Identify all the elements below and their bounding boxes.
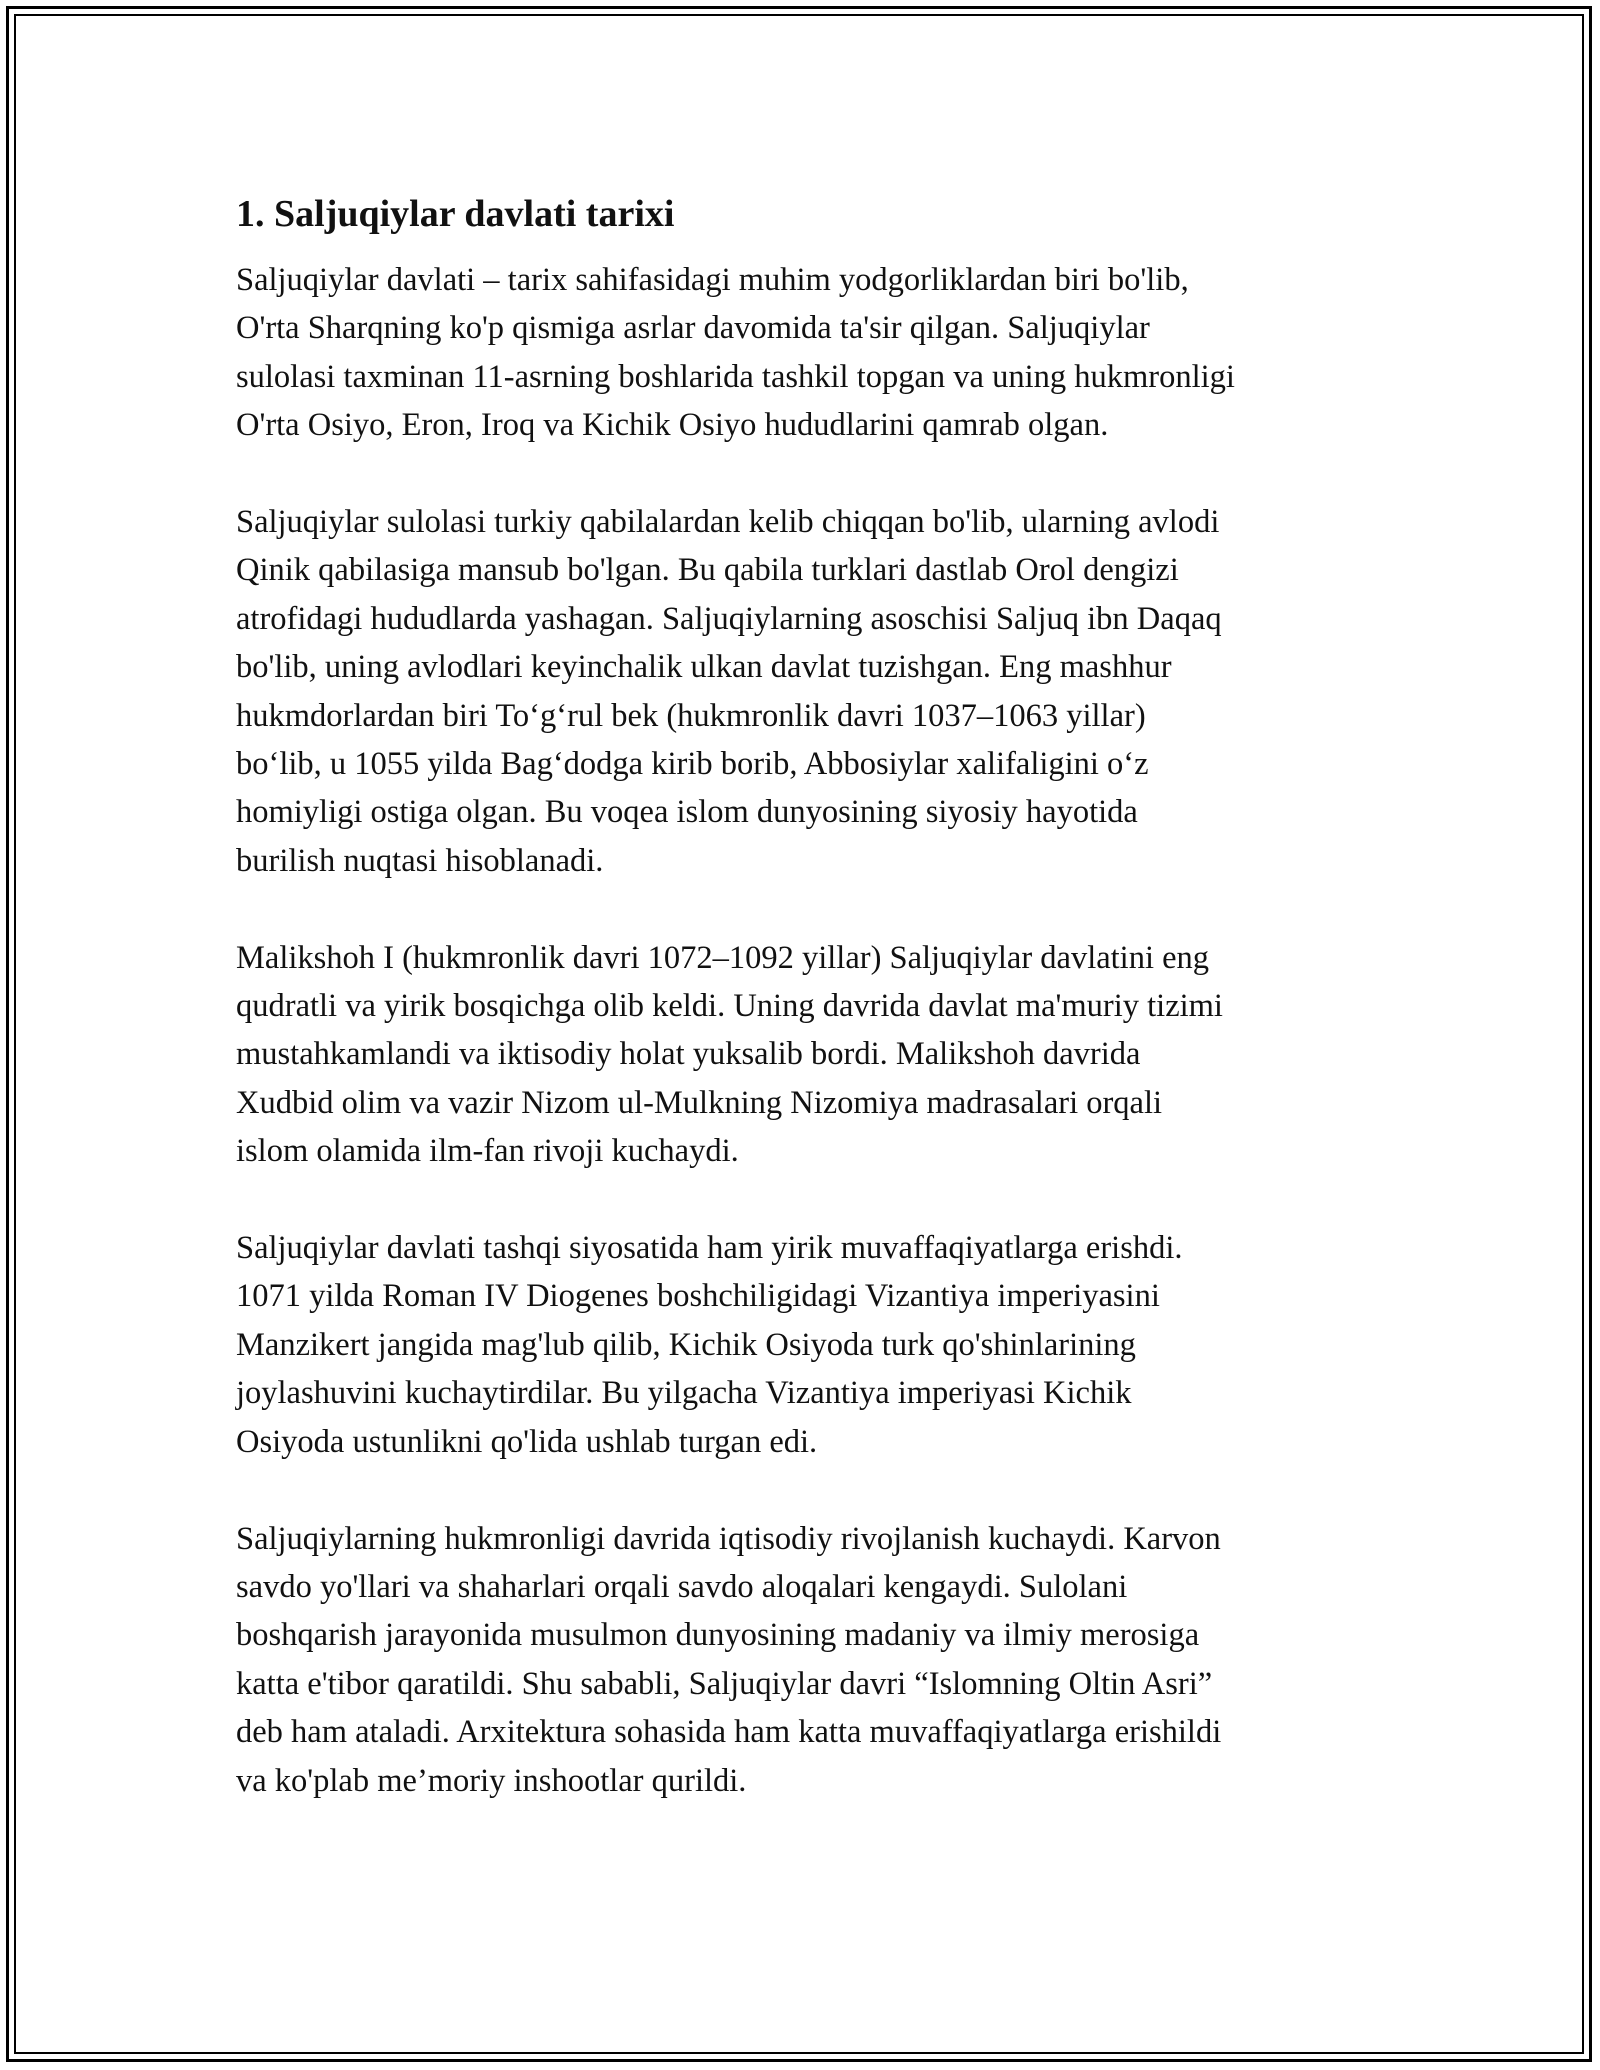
paragraph-line: Saljuqiylar davlati tashqi siyosatida ham yirik muvaffaqiyatlarga erishdi. <box>236 1230 1183 1267</box>
paragraph-line: katta e'tibor qaratildi. Shu sababli, Saljuqiylar davri “Islomning Oltin Asri” <box>236 1665 1213 1702</box>
paragraph-line: qudratli va yirik bosqichga olib keldi. Uning davrida davlat ma'muriy tizimi <box>236 988 1223 1025</box>
paragraph-line: hukmdorlardan biri To‘g‘rul bek (hukmronlik davri 1037–1063 yillar) <box>236 697 1146 734</box>
paragraph-line: joylashuvini kuchaytirdilar. Bu yilgacha Vizantiya imperiyasi Kichik <box>236 1375 1132 1412</box>
paragraph-line: O'rta Osiyo, Eron, Iroq va Kichik Osiyo hududlarini qamrab olgan. <box>236 407 1109 444</box>
paragraph-line: sulolasi taxminan 11-asrning boshlarida tashkil topgan va uning hukmronligi <box>236 358 1235 395</box>
document-body <box>236 188 1376 1853</box>
paragraph-line: Manzikert jangida mag'lub qilib, Kichik Osiyoda turk qo'shinlarining <box>236 1326 1136 1363</box>
paragraphs-container <box>236 256 1376 1805</box>
section-heading: 1. Saljuqiylar davlati tarixi <box>236 193 675 235</box>
paragraph-1 <box>236 256 1376 450</box>
paragraph-3 <box>236 934 1376 1176</box>
paragraph-line: Malikshoh I (hukmronlik davri 1072–1092 yillar) Saljuqiylar davlatini eng <box>236 939 1210 976</box>
paragraph-5 <box>236 1515 1376 1805</box>
paragraph-line: homiyligi ostiga olgan. Bu voqea islom dunyosining siyosiy hayotida <box>236 794 1138 831</box>
paragraph-line: bo‘lib, u 1055 yilda Bag‘dodga kirib borib, Abbosiylar xalifaligini o‘z <box>236 746 1149 783</box>
paragraph-line: mustahkamlandi va iktisodiy holat yuksalib bordi. Malikshoh davrida <box>236 1036 1141 1073</box>
paragraph-line: islom olamida ilm-fan rivoji kuchaydi. <box>236 1133 739 1170</box>
paragraph-line: Saljuqiylar davlati – tarix sahifasidagi muhim yodgorliklardan biri bo'lib, <box>236 262 1189 298</box>
paragraph-line: Saljuqiylarning hukmronligi davrida iqtisodiy rivojlanish kuchaydi. Karvon <box>236 1520 1221 1557</box>
paragraph-line: savdo yo'llari va shaharlari orqali savdo aloqalari kengaydi. Sulolani <box>236 1568 1128 1605</box>
paragraph-line: va ko'plab me’moriy inshootlar qurildi. <box>236 1762 747 1799</box>
paragraph-line: 1071 yilda Roman IV Diogenes boshchiligidagi Vizantiya imperiyasini <box>236 1278 1160 1315</box>
paragraph-4 <box>236 1224 1376 1466</box>
paragraph-2 <box>236 498 1376 885</box>
paragraph-line: Saljuqiylar sulolasi turkiy qabilalardan kelib chiqqan bo'lib, ularning avlodi <box>236 504 1220 541</box>
paragraph-line: atrofidagi hududlarda yashagan. Saljuqiylarning asoschisi Saljuq ibn Daqaq <box>236 600 1222 637</box>
paragraph-line: Osiyoda ustunlikni qo'lida ushlab turgan edi. <box>236 1423 818 1460</box>
paragraph-line: deb ham ataladi. Arxitektura sohasida ham katta muvaffaqiyatlarga erishildi <box>236 1714 1222 1751</box>
paragraph-line: Xudbid olim va vazir Nizom ul-Mulkning Nizomiya madrasalari orqali <box>236 1084 1163 1121</box>
paragraph-line: boshqarish jarayonida musulmon dunyosining madaniy va ilmiy merosiga <box>236 1617 1200 1654</box>
paragraph-line: O'rta Sharqning ko'p qismiga asrlar davomida ta'sir qilgan. Saljuqiylar <box>236 310 1150 347</box>
paragraph-line: bo'lib, uning avlodlari keyinchalik ulkan davlat tuzishgan. Eng mashhur <box>236 649 1172 686</box>
paragraph-line: Qinik qabilasiga mansub bo'lgan. Bu qabila turklari dastlab Orol dengizi <box>236 552 1179 589</box>
paragraph-line: burilish nuqtasi hisoblanadi. <box>236 842 604 879</box>
